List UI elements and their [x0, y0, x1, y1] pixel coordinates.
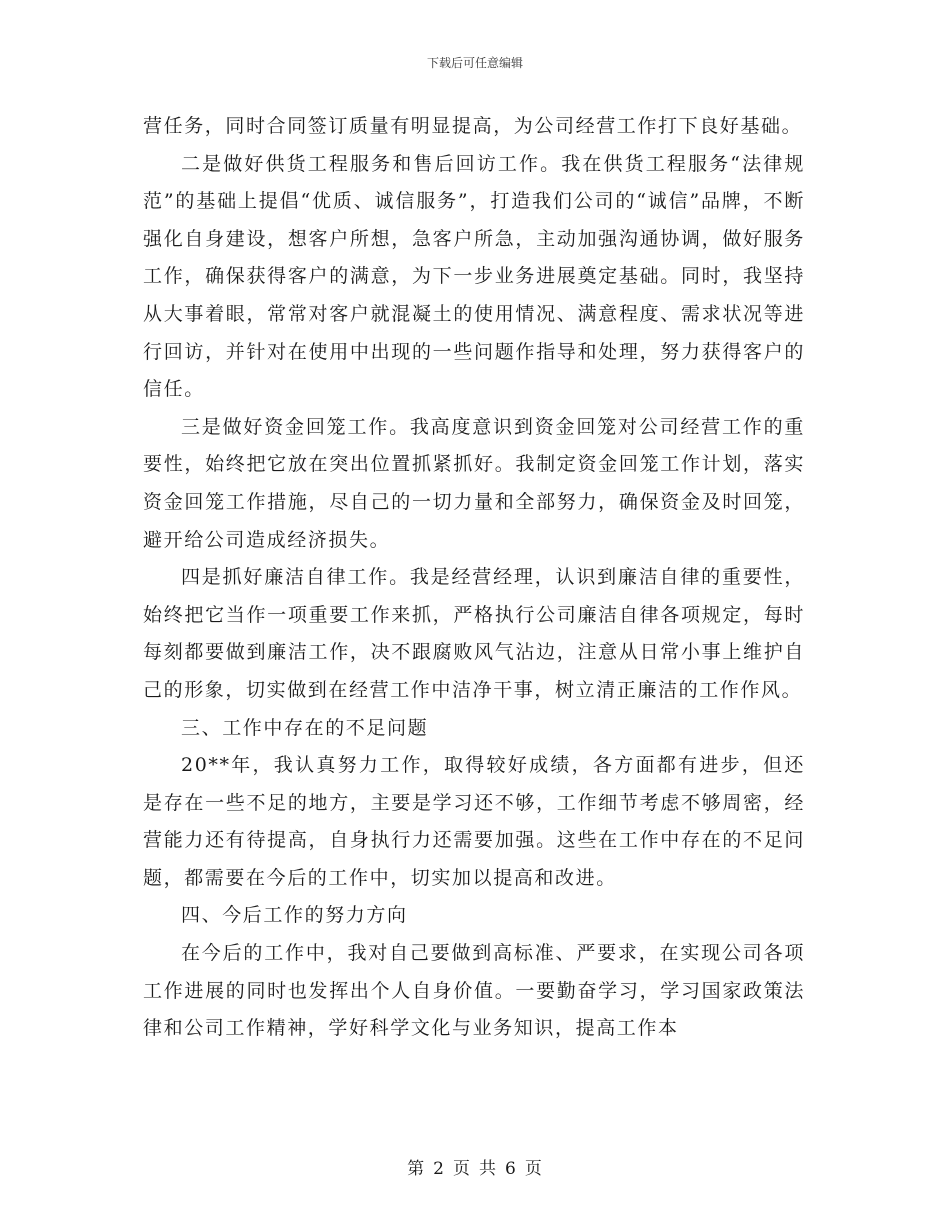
footer-current-page: 2 [433, 1159, 445, 1179]
paragraph-shortcomings: 20**年，我认真努力工作，取得较好成绩，各方面都有进步，但还是存在一些不足的地方，主要是学习还不够，工作细节考虑不够周密，经营能力还有待提高，自身执行力还需要加强。这些在工作中存在的不足问题，都需要在今后的工作中，切实加以提高和改进。 [143, 754, 805, 889]
footer-label-suffix: 页 [524, 1159, 543, 1179]
footer-label-prefix: 第 [407, 1159, 426, 1179]
document-body [143, 108, 805, 1048]
paragraph-integrity: 四是抓好廉洁自律工作。我是经营经理，认识到廉洁自律的重要性，始终把它当作一项重要工作来抓，严格执行公司廉洁自律各项规定，每时每刻都要做到廉洁工作，决不跟腐败风气沾边，注意从日常小事上维护自己的形象，切实做到在经营工作中洁净干事，树立清正廉洁的工作作风。 [143, 566, 805, 701]
footer-total-pages: 6 [505, 1159, 517, 1179]
paragraph-fund-recovery: 三是做好资金回笼工作。我高度意识到资金回笼对公司经营工作的重要性，始终把它放在突出位置抓紧抓好。我制定资金回笼工作计划，落实资金回笼工作措施，尽自己的一切力量和全部努力，确保资金及时回笼，避开给公司造成经济损失。 [143, 415, 805, 551]
page-number-footer [0, 1154, 950, 1179]
paragraph-continuation: 营任务，同时合同签订质量有明显提高，为公司经营工作打下良好基础。 [143, 115, 803, 137]
paragraph-service-followup: 二是做好供货工程服务和售后回访工作。我在供货工程服务“法律规范”的基础上提倡“优质、诚信服务”，打造我们公司的“诚信”品牌，不断强化自身建设，想客户所想，急客户所急，主动加强沟通协调，做好服务工作，确保获得客户的满意，为下一步业务进展奠定基础。同时，我坚持从大事着眼，常常对客户就混凝土的使用情况、满意程度、需求状况等进行回访，并针对在使用中出现的一些问题作指导和处理，努力获得客户的信任。 [143, 152, 805, 401]
paragraph-future-direction: 在今后的工作中，我对自己要做到高标准、严要求，在实现公司各项工作进展的同时也发挥出个人自身价值。一要勤奋学习，学习国家政策法律和公司工作精神，学好科学文化与业务知识，提高工作本 [143, 942, 805, 1040]
footer-label-total: 共 [479, 1159, 497, 1179]
section-heading-shortcomings: 三、工作中存在的不足问题 [181, 716, 429, 739]
footer-label-page: 页 [453, 1159, 471, 1179]
section-heading-future-direction: 四、今后工作的努力方向 [181, 904, 408, 927]
page-header-note: 下载后可任意编辑 [426, 56, 523, 70]
